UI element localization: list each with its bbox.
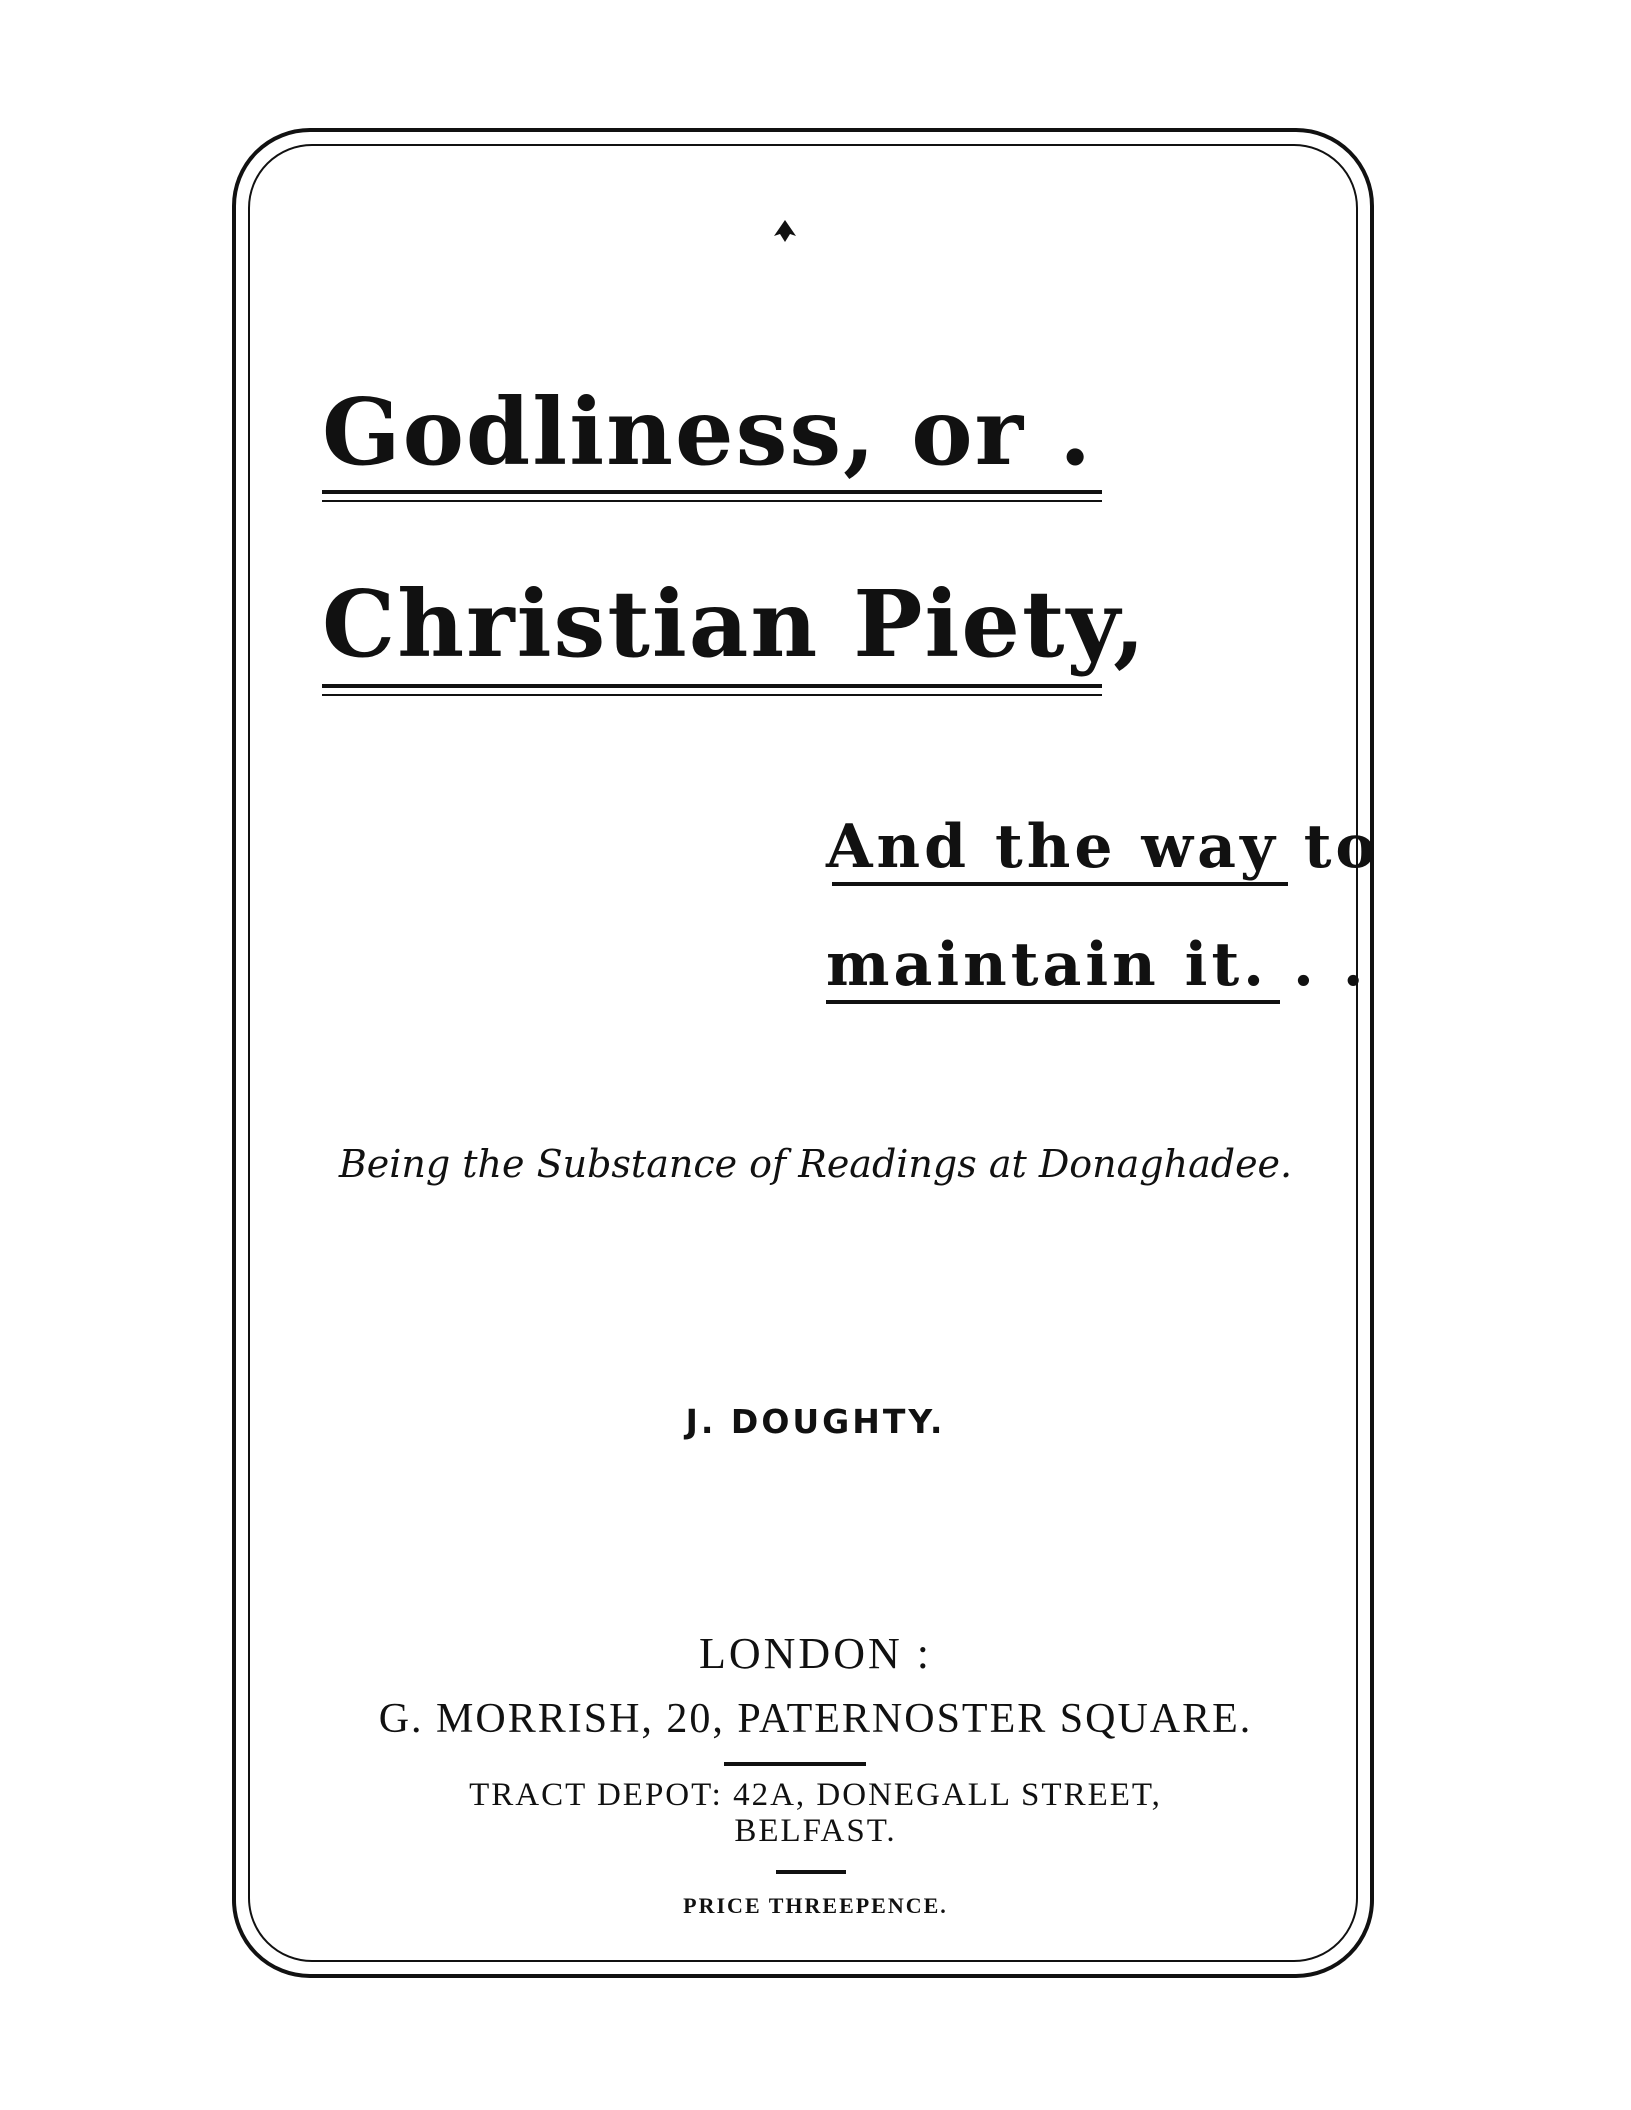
depot-line-1: TRACT DEPOT: 42A, DONEGALL STREET,	[469, 1777, 1162, 1813]
publisher-city: LONDON :	[699, 1629, 932, 1678]
publisher-rule-1	[724, 1762, 866, 1766]
title-rule-2a	[322, 684, 1102, 688]
author-name: J. DOUGHTY.	[685, 1402, 946, 1441]
publisher-rule-2	[776, 1870, 846, 1874]
depot-line-2: BELFAST.	[734, 1813, 897, 1849]
subtitle-line-2: maintain it. . .	[826, 930, 1368, 1000]
title-rule-2b	[322, 694, 1102, 696]
publisher-name: G. MORRISH, 20, PATERNOSTER SQUARE.	[378, 1696, 1253, 1742]
subtitle-line-1: And the way to	[826, 812, 1380, 882]
ornament-icon	[770, 218, 800, 244]
title-line-2: Christian Piety,	[322, 570, 1148, 678]
subtitle-rule-2	[826, 1000, 1280, 1004]
depot-address	[0, 1777, 1631, 1849]
title-line-1: Godliness, or .	[322, 378, 1094, 486]
description: Being the Substance of Readings at Donaghadee.	[338, 1142, 1293, 1186]
title-rule-1a	[322, 490, 1102, 494]
subtitle-rule-1	[832, 882, 1288, 886]
price: PRICE THREEPENCE.	[683, 1893, 948, 1918]
title-rule-1b	[322, 500, 1102, 502]
